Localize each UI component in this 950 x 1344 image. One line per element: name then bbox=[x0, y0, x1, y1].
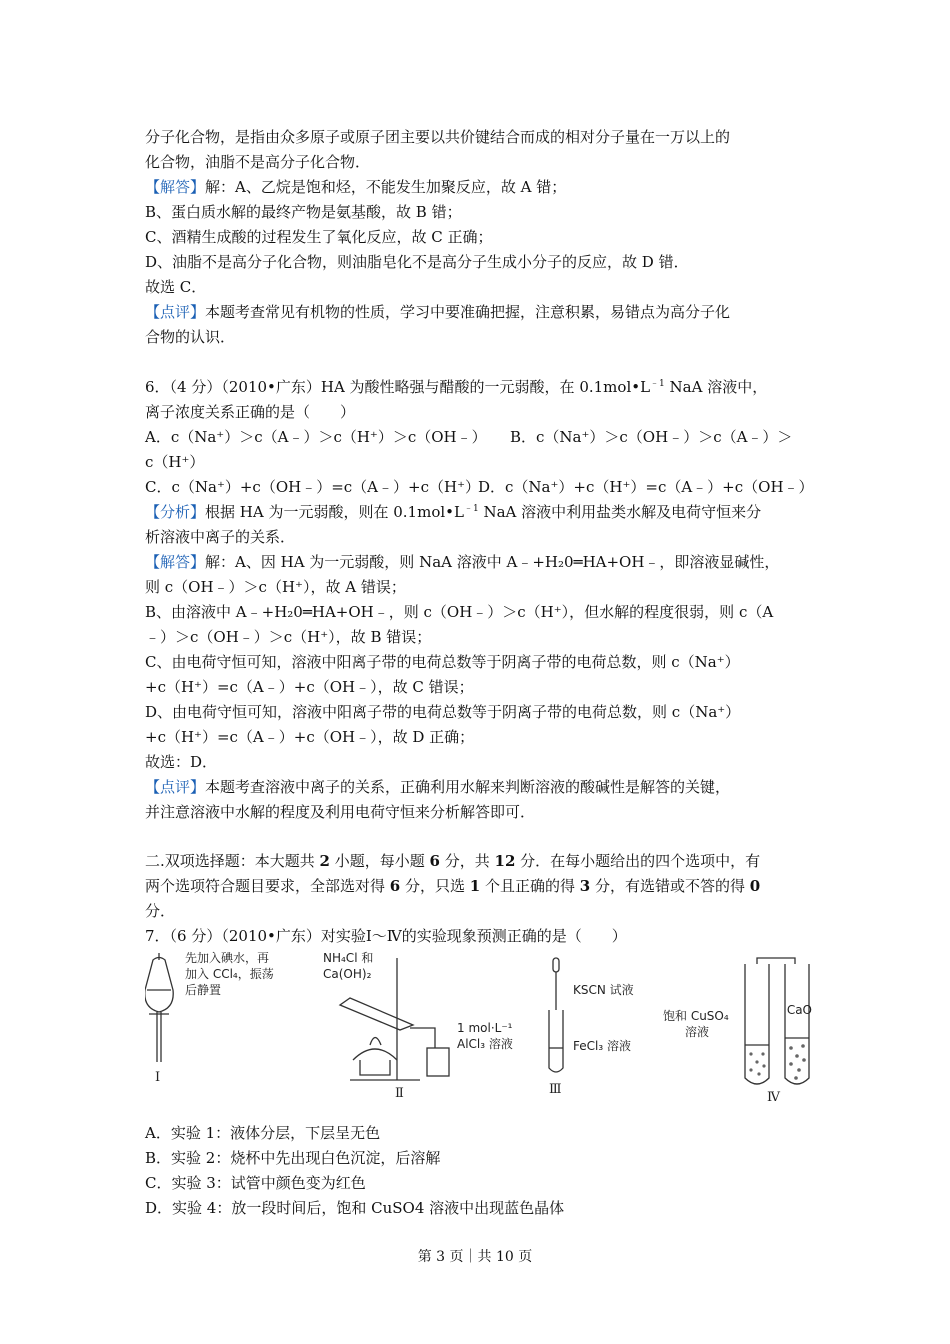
q7-stem: 7．（6 分）（2010•广东）对实验Ⅰ～Ⅳ的实验现象预测正确的是（ ） bbox=[145, 927, 627, 945]
fig-label-2-line-2: Ca(OH)₂ bbox=[323, 967, 372, 981]
fig-label-1-line-3: 后静置 bbox=[185, 983, 222, 997]
q7-option-d: D．实验 4：放一段时间后，饱和 CuSO4 溶液中出现蓝色晶体 bbox=[145, 1199, 565, 1217]
q5-answer-line-1: 【解答】解：A、乙烷是饱和烃，不能发生加聚反应，故 A 错； bbox=[145, 178, 567, 196]
q6-option-b: B．c（Na⁺）＞c（OH﹣）＞c（A﹣）＞ bbox=[510, 428, 793, 446]
fig-label-3-line-2: FeCl₃ 溶液 bbox=[573, 1039, 631, 1053]
q6-answer-line-8: +c（H⁺）=c（A﹣）+c（OH﹣），故 D 正确； bbox=[145, 728, 475, 746]
q5-answer-line-4: D、油脂不是高分子化合物，则油脂皂化不是高分子生成小分子的反应，故 D 错． bbox=[145, 253, 689, 271]
comment-tag: 【点评】 bbox=[145, 303, 206, 321]
fig-roman-3: Ⅲ bbox=[549, 1082, 562, 1097]
q5-answer-line-2: B、蛋白质水解的最终产物是氨基酸，故 B 错； bbox=[145, 203, 462, 221]
q6-option-d: D．c（Na⁺）+c（H⁺）=c（A﹣）+c（OH﹣） bbox=[478, 478, 814, 496]
q6-stem-line-2: 离子浓度关系正确的是（ ） bbox=[145, 403, 356, 421]
answer-tag: 【解答】 bbox=[145, 553, 206, 571]
q6-comment-line-2: 并注意溶液中水解的程度及利用电荷守恒来分析解答即可． bbox=[145, 803, 536, 821]
q6-answer-line-5: C、由电荷守恒可知，溶液中阳离子带的电荷总数等于阴离子带的电荷总数，则 c（Na⁺） bbox=[145, 653, 740, 671]
q6-answer-line-4: ﹣）＞c（OH﹣）＞c（H⁺），故 B 错误； bbox=[145, 628, 432, 646]
fig-label-3-line-1: KSCN 试液 bbox=[573, 983, 634, 997]
q7-option-a: A．实验 1：液体分层，下层呈无色 bbox=[145, 1124, 381, 1142]
q6-answer-line-3: B、由溶液中 A﹣+H₂0═HA+OH﹣，则 c（OH﹣）＞c（H⁺），但水解的程度很弱，则 c（A bbox=[145, 603, 774, 621]
q5-answer-line-3: C、酒精生成酸的过程发生了氧化反应，故 C 正确； bbox=[145, 228, 493, 246]
page-footer: 第 3 页｜共 10 页 bbox=[417, 1249, 533, 1265]
q6-answer-line-9: 故选：D． bbox=[145, 753, 218, 771]
comment-tag: 【点评】 bbox=[145, 778, 206, 796]
intro-line-2: 化合物，油脂不是高分子化合物． bbox=[145, 153, 371, 171]
q6-analysis-line-2: 析溶液中离子的关系． bbox=[145, 528, 296, 546]
fig-label-4-line-2: 溶液 bbox=[685, 1025, 710, 1039]
section2-line-1: 二.双项选择题：本大题共 2 小题，每小题 6 分，共 12 分．在每小题给出的四个选项中，有 bbox=[145, 852, 761, 870]
q6-option-c: C．c（Na⁺）+c（OH﹣）=c（A﹣）+c（H⁺） bbox=[145, 478, 480, 496]
fig-label-4-line-1: 饱和 CuSO₄ bbox=[663, 1009, 729, 1023]
fig-label-4-line-3: CaO bbox=[786, 1003, 812, 1017]
fig-label-2-line-1: NH₄Cl 和 bbox=[323, 951, 374, 965]
q6-answer-line-1: 【解答】解：A、因 HA 为一元弱酸，则 NaA 溶液中 A﹣+H₂0═HA+OH﹣，即溶液显碱性， bbox=[145, 553, 780, 571]
answer-tag: 【解答】 bbox=[145, 178, 206, 196]
q5-answer-line-5: 故选 C． bbox=[145, 278, 207, 296]
q6-stem-line-1: 6．（4 分）（2010•广东）HA 为酸性略强与醋酸的一元弱酸，在 $0.1mol•L^{﹣1}$ NaA 溶液中， bbox=[145, 378, 768, 396]
fig-roman-4: Ⅳ bbox=[767, 1090, 780, 1105]
section2-line-2: 两个选项符合题目要求，全部选对得 6 分，只选 1 个且正确的得 3 分，有选错或不答的得 0 bbox=[145, 877, 761, 895]
q6-option-b-cont: c（H⁺） bbox=[145, 453, 205, 471]
q6-answer-line-7: D、由电荷守恒可知，溶液中阳离子带的电荷总数等于阴离子带的电荷总数，则 c（Na⁺） bbox=[145, 703, 741, 721]
q7-option-b: B．实验 2：烧杯中先出现白色沉淀，后溶解 bbox=[145, 1149, 441, 1167]
fig-label-1-line-1: 先加入碘水，再 bbox=[185, 951, 270, 965]
q6-analysis-line-1: 【分析】根据 HA 为一元弱酸，则在 $0.1mol•L^{﹣1}$ NaA 溶液中利用盐类水解及电荷守恒来分 bbox=[145, 503, 762, 521]
q5-comment-line-2: 合物的认识． bbox=[145, 328, 236, 346]
fig-roman-1: Ⅰ bbox=[155, 1070, 161, 1085]
fig-label-2-line-4: AlCl₃ 溶液 bbox=[457, 1037, 513, 1051]
fig-label-1-line-2: 加入 CCl₄，振荡 bbox=[185, 967, 274, 981]
fig-label-2-line-3: 1 mol·L⁻¹ bbox=[457, 1021, 513, 1035]
intro-line-1: 分子化合物，是指由众多原子或原子团主要以共价键结合而成的相对分子量在一万以上的 bbox=[145, 128, 731, 146]
q7-option-c: C．实验 3：试管中颜色变为红色 bbox=[145, 1174, 366, 1192]
q6-answer-line-6: +c（H⁺）=c（A﹣）+c（OH﹣），故 C 错误； bbox=[145, 678, 474, 696]
q5-comment-line-1: 【点评】本题考查常见有机物的性质，学习中要准确把握，注意积累，易错点为高分子化 bbox=[145, 303, 731, 321]
q6-option-a: A．c（Na⁺）＞c（A﹣）＞c（H⁺）＞c（OH﹣） bbox=[145, 428, 487, 446]
fig-roman-2: Ⅱ bbox=[395, 1086, 404, 1101]
q6-answer-line-2: 则 c（OH﹣）＞c（H⁺），故 A 错误； bbox=[145, 578, 406, 596]
q6-comment-line-1: 【点评】本题考查溶液中离子的关系，正确利用水解来判断溶液的酸碱性是解答的关键， bbox=[145, 778, 731, 796]
section2-line-3: 分． bbox=[145, 902, 176, 920]
analysis-tag: 【分析】 bbox=[145, 503, 206, 521]
experiment-figure bbox=[145, 950, 810, 1110]
